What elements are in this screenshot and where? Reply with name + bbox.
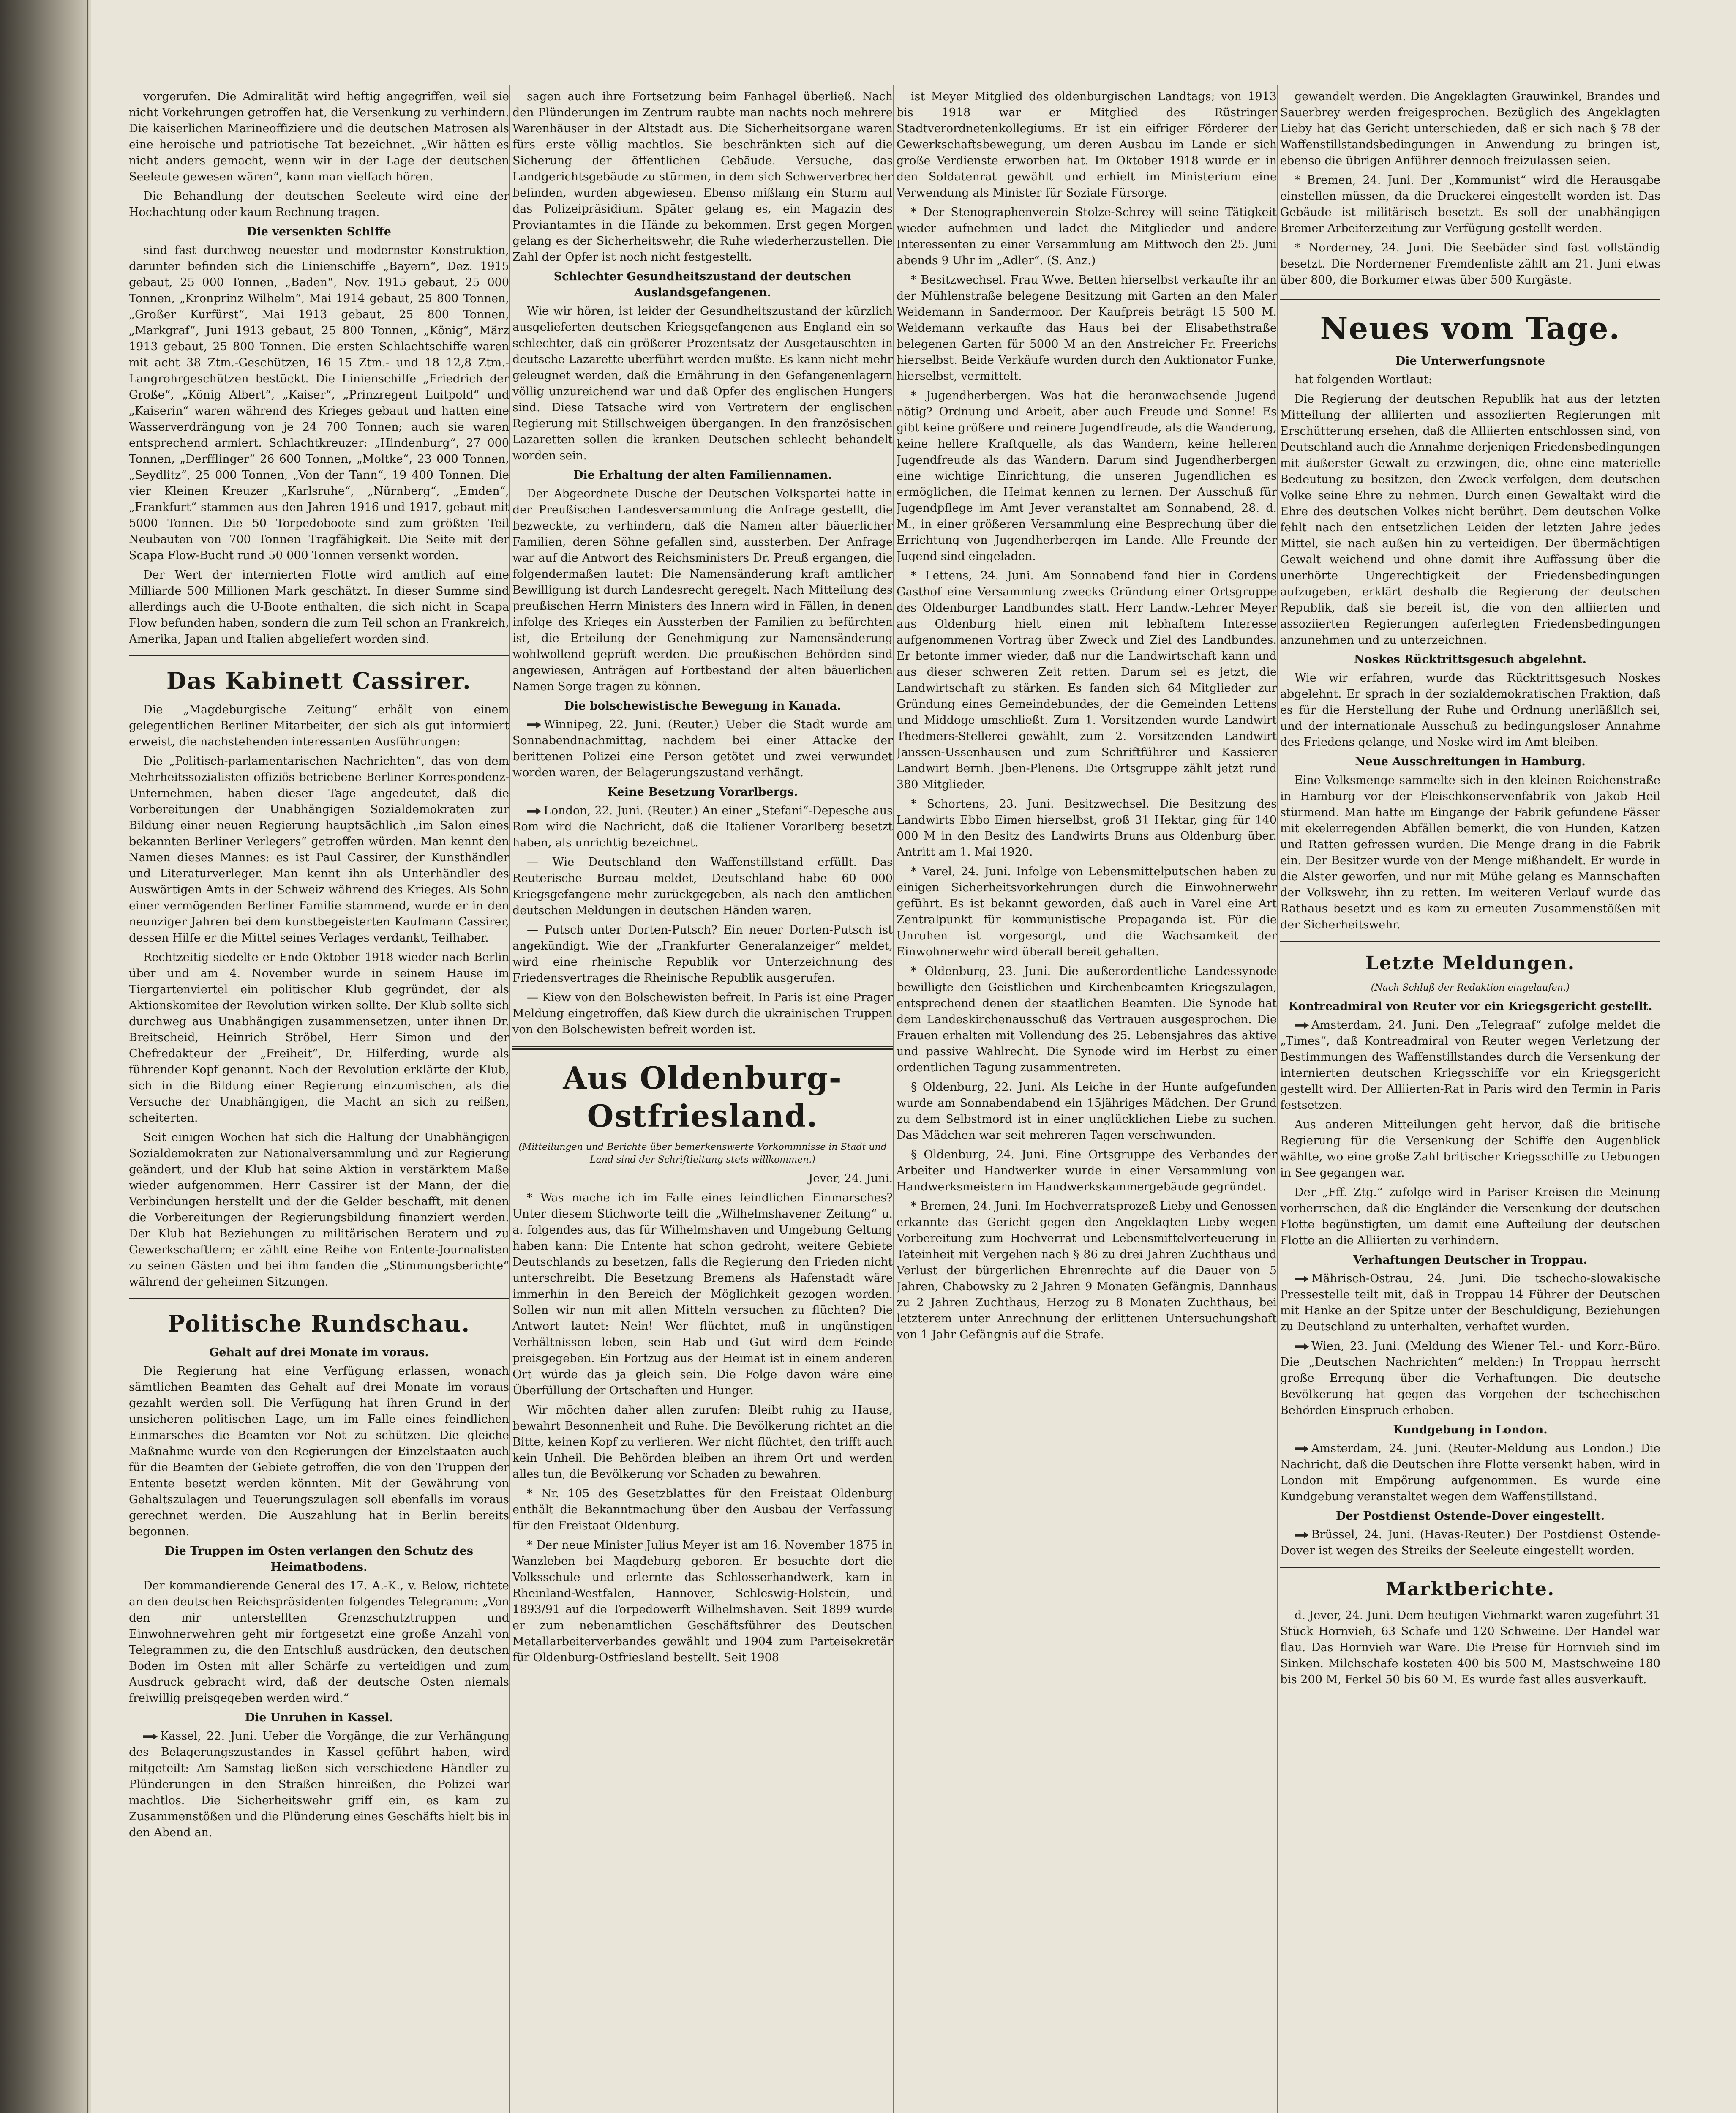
article-paragraph: Die „Magdeburgische Zeitung“ erhält von einem gelegentlichen Berliner Mitarbeiter, der sich als gut informiert erweist, die nachstehenden interessanten Ausführungen: bbox=[129, 703, 509, 748]
article-paragraph: Eine Volksmenge sammelte sich in den kleinen Reichenstraße in Hamburg vor der Fleischkonservenfabrik von Jakob Heil stürmend. Man hatte im Eingange der Fabrik gefundene Fässer mit ekelerregenden Abfällen bemerkt, die von Hunden, Katzen und Ratten gefressen wurden. Die Menge drang in die Fabrik ein. Der Besitzer wurde von der Menge mißhandelt. Er wurde in die Alster geworfen, und nur mit Mühe gelang es Mannschaften der Volkswehr, ihn zu retten. Im weiteren Verlauf wurde das Rathaus besetzt und es kam zu erneuten Zusammenstößen mit der Sicherheitswehr. bbox=[1280, 774, 1660, 931]
section-headline: Letzte Meldungen. bbox=[1365, 953, 1575, 974]
section-subhead: Kontreadmiral von Reuter vor ein Kriegsgericht gestellt. bbox=[1288, 1000, 1652, 1013]
article-paragraph: d. Jever, 24. Juni. Dem heutigen Viehmarkt waren zugeführt 31 Stück Hornvieh, 63 Schafe und 120 Schweine. Der Handel war flau. Das Hornvieh war Ware. Die Preise für Hornvieh sind im Sinken. Milchschafe kosteten 400 bis 500 M, Mastschweine 180 bis 200 M, Ferkel 50 bis 60 M. Es wurde fast alles ausverkauft. bbox=[1280, 1609, 1660, 1686]
article-paragraph bbox=[1280, 1441, 1660, 1505]
section-subhead: Keine Besetzung Vorarlbergs. bbox=[607, 786, 798, 799]
paragraph-text: Amsterdam, 24. Juni. Den „Telegraaf“ zufolge meldet die „Times“, daß Kontreadmiral von Reuter wegen Verletzung der Bestimmungen des Waffenstillstandes durch die Versenkung der internierten deutschen Kriegsschiffe vor ein Kriegsgericht gestellt wird. Der Alliierten-Rat in Paris wird den Termin in Paris festsetzen. bbox=[1280, 1018, 1660, 1112]
section-subhead: Verhaftungen Deutscher in Troppau. bbox=[1353, 1253, 1588, 1267]
article-paragraph: Wir möchten daher allen zurufen: Bleibt ruhig zu Hause, bewahrt Besonnenheit und Ruhe. Die Bevölkerung richtet an die Bitte, keinen Kopf zu verlieren. Wer nicht flüchtet, den trifft auch kein Unheil. Die Behörden bleiben an ihrem Ort und werden alles tun, die Bevölkerung vor Schaden zu bewahren. bbox=[512, 1403, 893, 1481]
article-paragraph: * Norderney, 24. Juni. Die Seebäder sind fast vollständig besetzt. Die Nordernener Fremdenliste zählt am 21. Juni etwas über 800, die Borkumer etwas über 500 Kurgäste. bbox=[1280, 241, 1660, 287]
arrow-icon bbox=[1295, 1446, 1309, 1452]
article-paragraph: * Jugendherbergen. Was hat die heranwachsende Jugend nötig? Ordnung und Arbeit, aber auch Freude und Sonne! Es gibt keine größere und reinere Jugendfreude, als die Wanderung, keine hellere Kraftquelle, als das Wandern, keine helleren Jugendfreude als das Wandern. Darum sind Jugendherbergen eine wichtige Einrichtung, die unseren Jugendlichen es ermöglichen, die Heimat kennen zu lernen. Der Ausschuß für Jugendpflege im Amt Jever veranstaltet am Sonnabend, 28. d. M., in einer größeren Versammlung eine Besprechung über die Errichtung von Jugendherbergen im Lande. Alle Freunde der Jugend sind eingeladen. bbox=[897, 389, 1277, 563]
column-4 bbox=[1280, 89, 1660, 2113]
article-paragraph: sagen auch ihre Fortsetzung beim Fanhagel überließ. Nach den Plünderungen im Zentrum raubte man nachts noch mehrere Warenhäuser in der Altstadt aus. Die Sicherheitsorgane waren fürs erste völlig machtlos. Sie beschränkten sich auf die Sicherung der öffentlichen Gebäude. Versuche, das Landgerichtsgebäude zu stürmen, in dem sich Schwerverbrecher befinden, wurden abgewiesen. Ebenso mißlang ein Sturm auf das Polizeipräsidium. Später gelang es, ein Magazin des Proviantamtes in die Hände zu bekommen. Erst gegen Morgen gelang es der Sicherheitswehr, die Ruhe wiederherzustellen. Die Zahl der Opfer ist noch nicht festgestellt. bbox=[512, 90, 893, 264]
section-headline: Marktberichte. bbox=[1385, 1578, 1555, 1600]
paragraph-text: Winnipeg, 22. Juni. (Reuter.) Ueber die Stadt wurde am Sonnabendnachmittag, nachdem bei einer Attacke der berittenen Polizei eine Person getötet und zwei verwundet worden waren, der Belagerungszustand verhängt. bbox=[512, 718, 893, 779]
section-subhead: Die Unruhen in Kassel. bbox=[245, 1711, 393, 1724]
article-paragraph: Der Abgeordnete Dusche der Deutschen Volkspartei hatte in der Preußischen Landesversammlung die Anfrage gestellt, die bezweckte, zu verhindern, daß die Namen alter bäuerlicher Familien, deren Söhne gefallen sind, aussterben. Der Anfrage war auf die Antwort des Reichsministers Dr. Preuß ergangen, die folgendermaßen lautet: Die Namensänderung kraft amtlicher Bewilligung ist durch Landesrecht geregelt. Nach Mitteilung des preußischen Herrn Ministers des Innern wird in Fällen, in denen infolge des Krieges ein Aussterben der Familien zu befürchten ist, die Erteilung der Genehmigung zur Namensänderung wohlwollend geprüft werden. Die preußischen Behörden sind angewiesen, Anträgen auf Fortbestand der alten bäuerlichen Namen Sorge tragen zu können. bbox=[512, 487, 893, 693]
section-subhead: Kundgebung in London. bbox=[1393, 1423, 1548, 1436]
section-subhead: Schlechter Gesundheitszustand der deutschen Auslandsgefangenen. bbox=[553, 270, 852, 299]
article-paragraph: — Wie Deutschland den Waffenstillstand erfüllt. Das Reuterische Bureau meldet, Deutschland habe 60 000 Kriegsgefangene mehr zurückgegeben, als nach den amtlichen deutschen Meldungen in deutschen Händen waren. bbox=[512, 856, 893, 917]
article-paragraph: * Was mache ich im Falle eines feindlichen Einmarsches? Unter diesem Stichworte teilt die „Wilhelmshavener Zeitung“ u. a. folgendes aus, das für Wilhelmshaven und Umgebung Geltung haben kann: Die Entente hat schon gedroht, weitere Gebiete Deutschlands zu besetzen, falls die Regierung den Frieden nicht unterschreibt. Die Besetzung Bremens als Hafenstadt wäre immerhin in den Bereich der Möglichkeit gezogen worden. Sollen wir nun mit allen Mitteln versuchen zu flüchten? Die Antwort lautet: Nein! Wer flüchtet, muß in ungünstigen Verhältnissen leben, sein Hab und Gut wird dem Feinde preisgegeben. Ein Fortzug aus der Heimat ist in einem anderen Ort würde das ja gleich sein. Die Folge davon wäre eine Überfüllung der Ortschaften und Hunger. bbox=[512, 1191, 893, 1397]
column-3 bbox=[897, 89, 1277, 2113]
article-paragraph: * Bremen, 24. Juni. Der „Kommunist“ wird die Herausgabe einstellen müssen, da die Druckerei eingestellt worden ist. Das Gebäude ist militärisch besetzt. Es soll der unabhängigen Bremer Arbeiterzeitung zur Verfügung gestellt werden. bbox=[1280, 174, 1660, 235]
arrow-icon bbox=[1295, 1532, 1309, 1539]
article-paragraph: Der Wert der internierten Flotte wird amtlich auf eine Milliarde 500 Millionen Mark geschätzt. In dieser Summe sind allerdings auch die U-Boote enthalten, die sich nicht in Scapa Flow befunden haben, sondern die zum Teil schon an Frankreich, Amerika, Japan und Italien abgeliefert worden sind. bbox=[129, 568, 509, 646]
article-paragraph: * Varel, 24. Juni. Infolge von Lebensmittelputschen haben zu einigen Sicherheitsvorkehrungen durch die Einwohnerwehr geführt. Es ist bekannt geworden, daß auch in Varel eine Art Zentralpunkt für kommunistische Propaganda ist. Für die Unruhen ist vorgesorgt, und die Wachsamkeit der Einwohnerwehr wird überall bereit gehalten. bbox=[897, 865, 1277, 958]
book-binding bbox=[0, 0, 89, 2113]
article-paragraph: Die „Politisch-parlamentarischen Nachrichten“, das von dem Mehrheitssozialisten offiziös betriebene Berliner Korrespondenz-Unternehmen, haben dieser Tage angedeutet, daß die Vorbereitungen der Unabhängigen Sozialdemokraten zur Bildung einer neuen Regierung hauptsächlich „im Salon eines bekannten Berliner Verlegers“ getroffen würden. Man kennt den Namen dieses Mannes: es ist Paul Cassirer, der Kunsthändler und Literaturverleger. Man kennt ihn als Unterhändler des Auswärtigen Amts in der Schweiz während des Krieges. Als Sohn einer vermögenden Berliner Familie stammend, wurde er in den neunziger Jahren bei dem kunstbegeisterten Kaufmann Cassirer, dessen Hilfe er die Mittel seines Verlages verdankt, Teilhaber. bbox=[129, 755, 509, 945]
dateline: Jever, 24. Juni. bbox=[808, 1172, 893, 1185]
paragraph-text: Mährisch-Ostrau, 24. Juni. Die tschecho-slowakische Pressestelle teilt mit, daß in Troppau 14 Führer der Deutschen mit Hanke an der Spitze unter der Beschuldigung, Beziehungen zu Deutschland zu unterhalten, verhaftet wurden. bbox=[1280, 1272, 1660, 1333]
article-paragraph: * Lettens, 24. Juni. Am Sonnabend fand hier in Cordens Gasthof eine Versammlung zwecks Gründung einer Ortsgruppe des Oldenburger Landbundes statt. Herr Landw.-Lehrer Meyer aus Oldenburg hielt einen mit lebhaftem Interesse aufgenommenen Vortrag über Zweck und Ziel des Landbundes. Er betonte immer wieder, daß nur die Landwirtschaft kann und aus dieser schweren Zeit retten. Darum sei es jetzt, die Landwirtschaft zu stärken. Es fanden sich 64 Mitglieder zur Gründung eines Gemeindebundes, der die Gemeinden Lettens und Middoge umschließt. Zum 1. Vorsitzenden wurde Landwirt Thedmers-Stellerei gewählt, zum 2. Vorsitzenden Landwirt Janssen-Ussenhausen und zum Schriftführer und Kassierer Landwirt Bernh. Jben-Plenens. Die Ortsgruppe zählt jetzt rund 380 Mitglieder. bbox=[897, 569, 1277, 791]
paragraph-text: Amsterdam, 24. Juni. (Reuter-Meldung aus London.) Die Nachricht, daß die Deutschen ihre Flotte versenkt haben, wird in London mit Empörung aufgenommen. Es wurde eine Kundgebung veranstaltet wegen dem Waffenstillstand. bbox=[1280, 1442, 1660, 1503]
arrow-icon bbox=[1295, 1343, 1309, 1350]
column-1 bbox=[129, 89, 509, 2113]
article-paragraph: Seit einigen Wochen hat sich die Haltung der Unabhängigen Sozialdemokraten zur Nationalversammlung und zur Regierung geändert, und der Klub hat seine Aktion in verstärktem Maße wieder aufgenommen. Herr Cassirer ist der Mann, der die Verbindungen herstellt und der die Gelder beschafft, mit denen die Vorbereitungen der Regierungsbildung finanziert werden. Der Klub hat Beziehungen zu militärischen Beratern und zu Gewerkschaftlern; er zählt eine Reihe von Entente-Journalisten zu seinen Gästen und bei ihm fanden die „Stimmungsberichte“ während der geheimen Sitzungen. bbox=[129, 1131, 509, 1289]
arrow-icon bbox=[527, 722, 541, 729]
article-paragraph: Aus anderen Mitteilungen geht hervor, daß die britische Regierung für die Versenkung der Schiffe den Augenblick wählte, wo eine große Zahl britischer Kriegsschiffe zu Uebungen in See gegangen war. bbox=[1280, 1118, 1660, 1179]
section-note: (Mitteilungen und Berichte über bemerkenswerte Vorkommnisse in Stadt und Land sind der Schriftleitung stets willkommen.) bbox=[518, 1142, 887, 1165]
article-paragraph: § Oldenburg, 24. Juni. Eine Ortsgruppe des Verbandes der Arbeiter und Handwerker wurde in einer Versammlung von Handwerksmeistern im Handwerkskammergebäude gegründet. bbox=[897, 1148, 1277, 1193]
article-paragraph: Der „Fff. Ztg.“ zufolge wird in Pariser Kreisen die Meinung vorherrschen, daß die Engländer die Versenkung der deutschen Flotte begünstigten, um damit eine Aufteilung der deutschen Flotte an die Alliierten zu verhindern. bbox=[1280, 1186, 1660, 1247]
article-paragraph: sind fast durchweg neuester und modernster Konstruktion, darunter befinden sich die Linienschiffe „Bayern“, Dez. 1915 gebaut, 25 000 Tonnen, „Baden“, Nov. 1915 gebaut, 25 000 Tonnen, „Kronprinz Wilhelm“, Mai 1914 gebaut, 25 800 Tonnen, „Großer Kurfürst“, Mai 1913 gebaut, 25 800 Tonnen, „Markgraf“, Juni 1913 gebaut, 25 800 Tonnen, „König“, März 1913 gebaut, 25 800 Tonnen. Die ersten Schlachtschiffe waren mit acht 38 Ztm.-Geschützen, 16 15 Ztm.- und 18 12,8 Ztm.-Langrohrgeschützen bestückt. Die Linienschiffe „Friedrich der Große“, „König Albert“, „Kaiser“, „Prinzregent Luitpold“ und „Kaiserin“ waren während des Krieges gebaut und hatten eine Wasserverdrängung von je 24 700 Tonnen; auch sie waren entsprechend armiert. Schlachtkreuzer: „Hindenburg“, 27 000 Tonnen, „Derfflinger“ 26 600 Tonnen, „Moltke“, 23 000 Tonnen, „Seydlitz“, 25 000 Tonnen, „Von der Tann“, 19 400 Tonnen. Die vier Kleinen Kreuzer „Karlsruhe“, „Nürnberg“, „Emden“, „Frankfurt“ stammen aus den Jahren 1916 und 1917, gebaut mit 5000 Tonnen. Die 50 Torpedoboote sind zum größten Teil Neubauten von 700 Tonnen Tragfähigkeit. Die Seite mit der Scapa Flow-Bucht rund 50 000 Tonnen versenkt worden. bbox=[129, 244, 509, 562]
article-paragraph: — Kiew von den Bolschewisten befreit. In Paris ist eine Prager Meldung eingetroffen, daß Kiew durch die ukrainischen Truppen von den Bolschewisten befreit worden ist. bbox=[512, 991, 893, 1036]
section-note: (Nach Schluß der Redaktion eingelaufen.) bbox=[1371, 983, 1570, 993]
column-rule bbox=[509, 85, 510, 2113]
article-paragraph bbox=[512, 803, 893, 851]
article-paragraph: vorgerufen. Die Admiralität wird heftig angegriffen, weil sie nicht Vorkehrungen getroffen hat, die Versenkung zu verhindern. Die kaiserlichen Marineoffiziere und die deutschen Matrosen als eine heroische und patriotische Tat bezeichnet. „Wir hätten es nicht anders gemacht, wenn wir in der Lage der deutschen Seeleute gewesen wären“, kann man vielfach hören. bbox=[129, 90, 509, 183]
article-paragraph: * Schortens, 23. Juni. Besitzwechsel. Die Besitzung des Landwirts Ebbo Eimen hierselbst, groß 31 Hektar, ging für 140 000 M in den Besitz des Landwirts Bruns aus Oldenburg über. Antritt am 1. Mai 1920. bbox=[897, 797, 1277, 859]
separator bbox=[129, 655, 509, 656]
binding-edge bbox=[87, 0, 88, 2113]
article-paragraph bbox=[1280, 1527, 1660, 1559]
article-paragraph: * Oldenburg, 23. Juni. Die außerordentliche Landessynode bewilligte den Geistlichen und Kirchenbeamten Kriegszulagen, entsprechend denen der staatlichen Beamten. Die Synode hat dem Landeskirchenausschuß das Vertrauen ausgesprochen. Die Frauen erhalten mit Vollendung des 25. Lebensjahres das aktive und passive Wahlrecht. Die Synode wird im Herbst zu einer ordentlichen Tagung zusammentreten. bbox=[897, 965, 1277, 1074]
paragraph-text: Brüssel, 24. Juni. (Havas-Reuter.) Der Postdienst Ostende-Dover ist wegen des Streiks der Seeleute eingestellt worden. bbox=[1280, 1528, 1660, 1557]
paragraph-text: London, 22. Juni. (Reuter.) An einer „Stefani“-Depesche aus Rom wird die Nachricht, daß die Italiener Vorarlberg besetzt haben, als unrichtig bezeichnet. bbox=[512, 804, 893, 849]
article-paragraph: gewandelt werden. Die Angeklagten Grauwinkel, Brandes und Sauerbrey werden freigesprochen. Bezüglich des Angeklagten Lieby hat das Gericht unterschieden, daß er sich nach § 78 der Waffenstillstandsbedingungen in Anwendung zu bringen ist, ebenso die übrigen Anführer dennoch freizulassen seien. bbox=[1280, 90, 1660, 167]
section-subhead: Die bolschewistische Bewegung in Kanada. bbox=[564, 699, 841, 713]
arrow-icon bbox=[1295, 1022, 1309, 1029]
section-subhead: Die Unterwerfungsnote bbox=[1395, 355, 1545, 368]
section-headline: Neues vom Tage. bbox=[1320, 310, 1621, 346]
separator bbox=[129, 1298, 509, 1299]
column-2 bbox=[512, 89, 893, 2113]
paragraph-text: Kassel, 22. Juni. Ueber die Vorgänge, die zur Verhängung des Belagerungszustandes in Kassel geführt haben, wird mitgeteilt: Am Samstag ließen sich verschiedene Händler zu Plünderungen in den Straßen hinreißen, die Polizei war machtlos. Die Sicherheitswehr griff ein, es kam zu Zusammenstößen und die Plünderung eines Geschäfts hielt bis in den Abend an. bbox=[129, 1730, 509, 1839]
article-paragraph: ist Meyer Mitglied des oldenburgischen Landtags; von 1913 bis 1918 war er Mitglied des Rüstringer Stadtverordnetenkollegiums. Er ist ein eifriger Förderer der Gewerkschaftsbewegung, um deren Ausbau im Lande er sich große Verdienste erworben hat. Im Oktober 1918 wurde er in den Soldatenrat gewählt und erhielt im Ministerium eine Verwendung als Minister für Soziale Fürsorge. bbox=[897, 90, 1277, 199]
article-paragraph bbox=[512, 717, 893, 781]
column-rule bbox=[893, 85, 894, 2113]
article-paragraph bbox=[1280, 1271, 1660, 1335]
article-paragraph: Wie wir erfahren, wurde das Rücktrittsgesuch Noskes abgelehnt. Er sprach in der sozialdemokratischen Fraktion, daß es für die Herstellung der Ruhe und Ordnung unerläßlich sei, und der internationale Ausschuß zu bedingungsloser Annahme des Friedens gelange, und Noske wird im Amt bleiben. bbox=[1280, 672, 1660, 749]
section-subhead: Gehalt auf drei Monate im voraus. bbox=[209, 1346, 429, 1359]
section-subhead: Die Erhaltung der alten Familiennamen. bbox=[573, 469, 832, 482]
section-subhead: Neue Ausschreitungen in Hamburg. bbox=[1355, 755, 1586, 768]
separator bbox=[1280, 296, 1660, 300]
article-headline: Das Kabinett Cassirer. bbox=[166, 667, 471, 694]
column-rule bbox=[1277, 85, 1278, 2113]
separator bbox=[1280, 941, 1660, 942]
separator bbox=[512, 1046, 893, 1050]
article-paragraph: * Der neue Minister Julius Meyer ist am 16. November 1875 in Wanzleben bei Magdeburg geboren. Er besuchte dort die Volksschule und erlernte das Schlosserhandwerk, kam in Rheinland-Westfalen, Hannover, Schleswig-Holstein, und 1893/91 auf die Torpedowerft Wilhelmshaven. Seit 1899 wurde er zum nebenamtlichen Geschäftsführer des Deutschen Metallarbeiterverbandes gewählt und 1904 zum Parteisekretär für Oldenburg-Ostfriesland bestellt. Seit 1908 bbox=[512, 1539, 893, 1664]
article-paragraph: hat folgenden Wortlaut: bbox=[1295, 373, 1432, 386]
arrow-icon bbox=[527, 808, 541, 815]
article-paragraph: * Bremen, 24. Juni. Im Hochverratsprozeß Lieby und Genossen erkannte das Gericht gegen den Angeklagten Lieby wegen Vorbereitung zum Hochverrat und Lebensmittelverteuerung in Tateinheit mit Vergehen nach § 86 zu drei Jahren Zuchthaus und Verlust der bürgerlichen Ehrenrechte auf die Dauer von 5 Jahren, Chabowsky zu 2 Jahren 9 Monaten Gefängnis, Dannhaus zu 2 Jahren Zuchthaus, Herzog zu 8 Monaten Zuchthaus, bei letzterem unter Anrechnung der erlittenen Untersuchungshaft von 1 Jahr Gefängnis auf die Strafe. bbox=[897, 1200, 1277, 1341]
article-paragraph: Die Regierung der deutschen Republik hat aus der letzten Mitteilung der alliierten und assoziierten Regierungen mit Erschütterung ersehen, daß die Alliierten entschlossen sind, von Deutschland auch die Annahme derjenigen Friedensbedingungen mit äußerster Gewalt zu erzwingen, die, ohne eine materielle Bedeutung zu besitzen, den Zweck verfolgen, dem deutschen Volke seine Ehre zu nehmen. Durch einen Gewaltakt wird die Ehre des deutschen Volkes nicht berührt. Dem deutschen Volke fehlt nach den entsetzlichen Leiden der letzten Jahre jedes Mittel, sie nach außen hin zu verteidigen. Der übermächtigen Gewalt weichend und ohne damit ihre Auffassung über die unerhörte Ungerechtigkeit der Friedensbedingungen aufzugeben, erklärt deshalb die Regierung der deutschen Republik, daß sie bereit ist, die von den alliierten und assoziierten Regierungen auferlegten Friedensbedingungen anzunehmen und zu unterzeichnen. bbox=[1280, 393, 1660, 647]
section-subhead: Der Postdienst Ostende-Dover eingestellt. bbox=[1335, 1510, 1605, 1523]
section-headline: Politische Rundschau. bbox=[167, 1310, 471, 1337]
article-paragraph bbox=[1280, 1338, 1660, 1419]
section-headline: Aus Oldenburg-Ostfriesland. bbox=[563, 1060, 842, 1134]
article-paragraph: § Oldenburg, 22. Juni. Als Leiche in der Hunte aufgefunden wurde am Sonnabendabend ein 15jähriges Mädchen. Der Grund zu dem Selbstmord ist in einer unglücklichen Liebe zu suchen. Das Mädchen war seit mehreren Tagen verschwunden. bbox=[897, 1081, 1277, 1142]
article-paragraph: * Nr. 105 des Gesetzblattes für den Freistaat Oldenburg enthält die Bekanntmachung über den Ausbau der Verfassung für den Freistaat Oldenburg. bbox=[512, 1487, 893, 1532]
section-subhead: Die versenkten Schiffe bbox=[247, 225, 391, 238]
arrow-icon bbox=[143, 1734, 158, 1740]
article-paragraph: Wie wir hören, ist leider der Gesundheitszustand der kürzlich ausgelieferten deutschen Kriegsgefangenen aus England ein so schlechter, daß ein größerer Prozentsatz der Ausgetauschten in deutsche Lazarette überführt werden mußte. Es kann nicht mehr geleugnet werden, daß die Ernährung in den Gefangenenlagern völlig unzureichend war und daß Opfer des englischen Hungers sind. Diese Tatsache wird von Vertretern der englischen Regierung mit Stillschweigen übergangen. In den französischen Lazaretten sollen die kranken Deutschen schlecht behandelt worden sein. bbox=[512, 305, 893, 462]
separator bbox=[1280, 1567, 1660, 1568]
article-paragraph bbox=[129, 1728, 509, 1841]
article-paragraph: * Besitzwechsel. Frau Wwe. Betten hierselbst verkaufte ihr an der Mühlenstraße belegene Besitzung mit Garten an den Maler Weidemann in Sandermoor. Der Kaufpreis beträgt 15 500 M. Weidemann verkaufte das Haus bei der Elisabethstraße belegenen Garten für 5000 M an den Anstreicher Fr. Freerichs hierselbst. Beide Verkäufe wurden durch den Auktionator Funke, hierselbst, vermittelt. bbox=[897, 273, 1277, 383]
paragraph-text: Wien, 23. Juni. (Meldung des Wiener Tel.- und Korr.-Büro. Die „Deutschen Nachrichten“ melden:) In Troppau herrscht große Erregung über die Verhaftungen. Die deutsche Bevölkerung hat gegen das Vorgehen der tschechischen Behörden Einspruch erhoben. bbox=[1280, 1340, 1660, 1417]
article-paragraph: — Putsch unter Dorten-Putsch? Ein neuer Dorten-Putsch ist angekündigt. Wie der „Frankfurter Generalanzeiger“ meldet, wird eine rheinische Republik vor Unterzeichnung des Friedensvertrages die Rheinische Republik ausgerufen. bbox=[512, 923, 893, 985]
article-paragraph: Die Regierung hat eine Verfügung erlassen, wonach sämtlichen Beamten das Gehalt auf drei Monate im voraus gezahlt werden soll. Die Verfügung hat ihren Grund in der unsicheren politischen Lage, um im Falle eines feindlichen Einmarsches die Beamten vor Not zu schützen. Die gleiche Maßnahme wurde von den Regierungen der Einzelstaaten auch für die Beamten der Gebiete getroffen, die von den Truppen der Entente besetzt werden könnten. Mit der Gewährung von Gehaltszulagen und Teuerungszulagen soll ebenfalls im voraus gerechnet werden. Die Auszahlung hat in Berlin bereits begonnen. bbox=[129, 1365, 509, 1538]
arrow-icon bbox=[1295, 1276, 1309, 1283]
article-paragraph bbox=[1280, 1017, 1660, 1114]
article-paragraph: * Der Stenographenverein Stolze-Schrey will seine Tätigkeit wieder aufnehmen und ladet die Mitglieder und andere Interessenten zu einer Versammlung am Mittwoch den 25. Juni abends 9 Uhr im „Adler“. (S. Anz.) bbox=[897, 206, 1277, 267]
section-subhead: Die Truppen im Osten verlangen den Schutz des Heimatbodens. bbox=[164, 1545, 474, 1574]
article-paragraph: Die Behandlung der deutschen Seeleute wird eine der Hochachtung oder kaum Rechnung tragen. bbox=[129, 190, 509, 219]
section-subhead: Noskes Rücktrittsgesuch abgelehnt. bbox=[1354, 653, 1587, 666]
article-paragraph: Der kommandierende General des 17. A.-K., v. Below, richtete an den deutschen Reichspräsidenten folgendes Telegramm: „Von den mir unterstellten Grenzschutztruppen und Einwohnerwehren geht mir fortgesetzt eine große Anzahl von Telegrammen zu, die den Entschluß ausdrücken, den deutschen Boden im Osten mit aller Schärfe zu verteidigen und zum Ausdruck gebracht wird, daß der deutsche Osten niemals freiwillig preisgegeben werden wird.“ bbox=[129, 1579, 509, 1705]
article-paragraph: Rechtzeitig siedelte er Ende Oktober 1918 wieder nach Berlin über und am 4. November wurde in seinem Hause im Tiergartenviertel ein politischer Klub gegründet, der als Aktionskomitee der Revolution wirken sollte. Der Klub sollte sich durchweg aus Unabhängigen zusammensetzen, unter ihnen Dr. Breitscheid, Heinrich Ströbel, Herr Simon und der Chefredakteur der „Freiheit“, Dr. Hilferding, wurde als führender Kopf genannt. Nach der Revolution erklärte der Klub, sich in die Bildung einer Regierung einzumischen, als die Versuche der Unabhängigen, die Macht an sich zu reißen, scheiterten. bbox=[129, 951, 509, 1125]
